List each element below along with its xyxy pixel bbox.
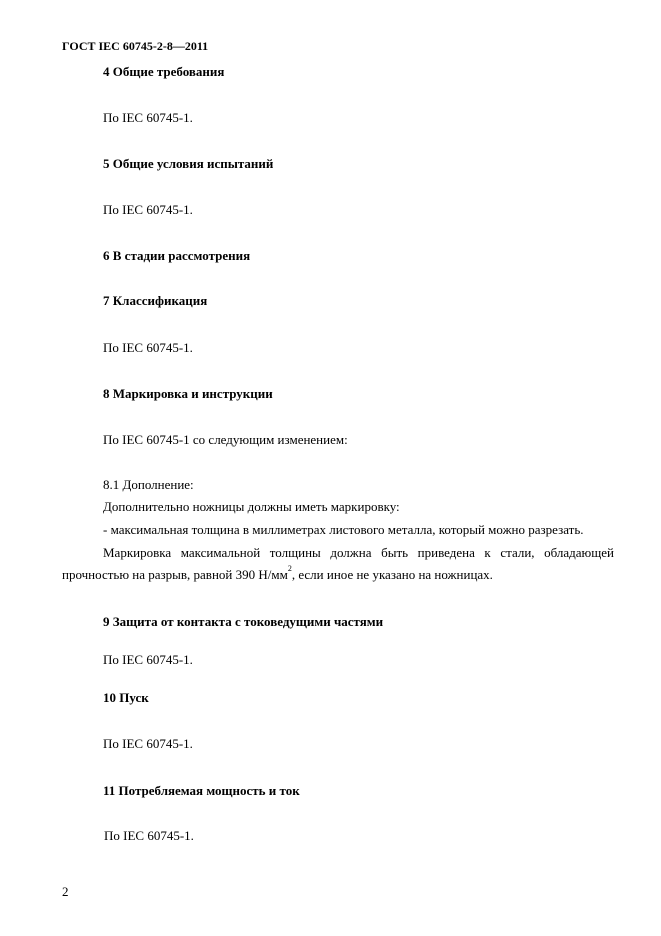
section-8-heading: 8 Маркировка и инструкции [103,386,273,401]
paragraph-text-start: прочностью на разрыв, равной 390 Н/мм [62,567,288,582]
section-4-heading: 4 Общие требования [103,64,225,79]
subsection-8-1-title: 8.1 Дополнение: [103,477,194,492]
section-8-body: По IEC 60745-1 со следующим изменением: [103,432,348,447]
section-10-heading: 10 Пуск [103,690,149,705]
subsection-8-1-paragraph-line-1: Маркировка максимальной толщины должна быть приведена к стали, обладающей [103,545,614,560]
section-11-body: По IEC 60745-1. [104,828,194,843]
section-7-body: По IEC 60745-1. [103,340,193,355]
subsection-8-1-line-2: - максимальная толщина в миллиметрах листового металла, который можно разрезать. [103,522,584,537]
section-5-heading: 5 Общие условия испытаний [103,156,274,171]
paragraph-text-end: , если иное не указано на ножницах. [291,567,493,582]
section-4-body: По IEC 60745-1. [103,110,193,125]
subsection-8-1-line-1: Дополнительно ножницы должны иметь маркировку: [103,499,400,514]
section-11-heading: 11 Потребляемая мощность и ток [103,783,300,798]
section-5-body: По IEC 60745-1. [103,202,193,217]
section-7-heading: 7 Классификация [103,293,208,308]
section-10-body: По IEC 60745-1. [103,736,193,751]
section-9-body: По IEC 60745-1. [103,652,193,667]
section-9-heading: 9 Защита от контакта с токоведущими частями [103,614,384,629]
unit-exponent: 2 [287,564,292,573]
subsection-8-1-paragraph-line-2 [62,564,493,582]
section-6-heading: 6 В стадии рассмотрения [103,248,251,263]
page-number: 2 [62,884,69,899]
standard-header: ГОСТ IEC 60745-2-8—2011 [62,39,209,53]
